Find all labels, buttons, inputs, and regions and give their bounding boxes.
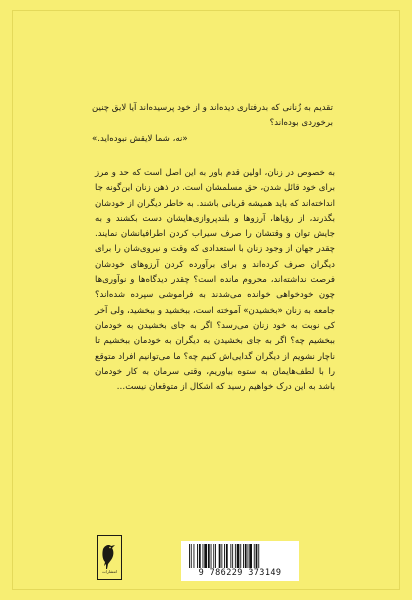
barcode-bars — [189, 544, 293, 568]
barcode-bar — [243, 544, 244, 568]
publisher-logo-text: انتشارات — [101, 569, 118, 574]
barcode-bar — [208, 544, 210, 568]
barcode-bar — [224, 544, 225, 568]
barcode-bar — [235, 544, 236, 568]
publisher-logo — [97, 535, 122, 580]
barcode-bar — [215, 544, 216, 568]
barcode-bar — [194, 544, 195, 568]
barcode-bar — [221, 544, 222, 568]
barcode-bar — [237, 544, 240, 568]
barcode-bar — [189, 544, 190, 568]
barcode-digits: 9 786229 373149 — [198, 568, 282, 578]
barcode-bar — [249, 544, 252, 568]
barcode-bar — [199, 544, 201, 568]
barcode-bar — [204, 544, 207, 568]
barcode-bar — [191, 544, 192, 568]
barcode-bar — [211, 544, 212, 568]
barcode-bar — [226, 544, 228, 568]
barcode-bar — [219, 544, 221, 568]
barcode-bar — [197, 544, 198, 568]
barcode-bar — [203, 544, 204, 568]
dedication — [92, 101, 333, 148]
isbn-barcode — [181, 541, 299, 581]
barcode-bar — [254, 544, 255, 568]
barcode-bar — [213, 544, 214, 568]
dedication-text: تقدیم به زُنانی که بدرفتاری دیده‌اند و از خود پرسیده‌اند آیا لایق چنین برخوردی بوده‌اند؟ — [92, 103, 333, 129]
barcode-bar — [230, 544, 231, 568]
barcode-bar — [248, 544, 249, 568]
barcode-bar — [258, 544, 259, 568]
blurb-text: به خصوص در زنان، اولین قدم باور به این اصل است که حد و مرز برای خود قائل شدن، حق مسلمشان است. در ذهن زنان این‌گونه جا انداخته‌اند که باید همیشه قربانی باشند. به خاطر دیگران از خودشان بگذرند، از رؤیاها، آرزوها و بلندپروازی‌هایشان دست بکشند و به جایش توان و وقتشان را صرف سیراب کردن اطرافیانشان نمایند. چقدر جهان از وجود زنان با استعدادی که وقت و نیروی‌شان را برای دیگران صرف کرده‌اند و برای برآورده کردن آرزوهای خودشان فرصت نداشته‌اند، محروم مانده است؟ چقدر دیدگاه‌ها و نوآوری‌ها چون خودخواهی خوانده می‌شدند به فراموشی سپرده شده‌اند؟ جامعه به زنان «بخشیدن» آموخته است، ببخشید و ببخشید، ولی آخر کی نوبت به خود زنان می‌رسد؟ اگر به جای بخشیدن به خودمان ببخشیم چه؟ اگر به جای بخشیدن به دیگران به خودمان ببخشیم تا ناچار نشویم از دیگران گدایی‌اش کنیم چه؟ ما می‌توانیم افراد متوقع را با لطف‌هایمان به ستوه بیاوریم، وقتی سرمان به کار خودمان باشد به این درک خواهیم رسید که اشکال از متوقعان نیست… — [95, 168, 335, 393]
barcode-bar — [256, 544, 258, 568]
barcode-bar — [232, 544, 233, 568]
barcode-bar — [240, 544, 241, 568]
barcode-bar — [245, 544, 247, 568]
dedication-quote: «نه، شما لایقش نبوده‌اید.» — [92, 134, 188, 145]
